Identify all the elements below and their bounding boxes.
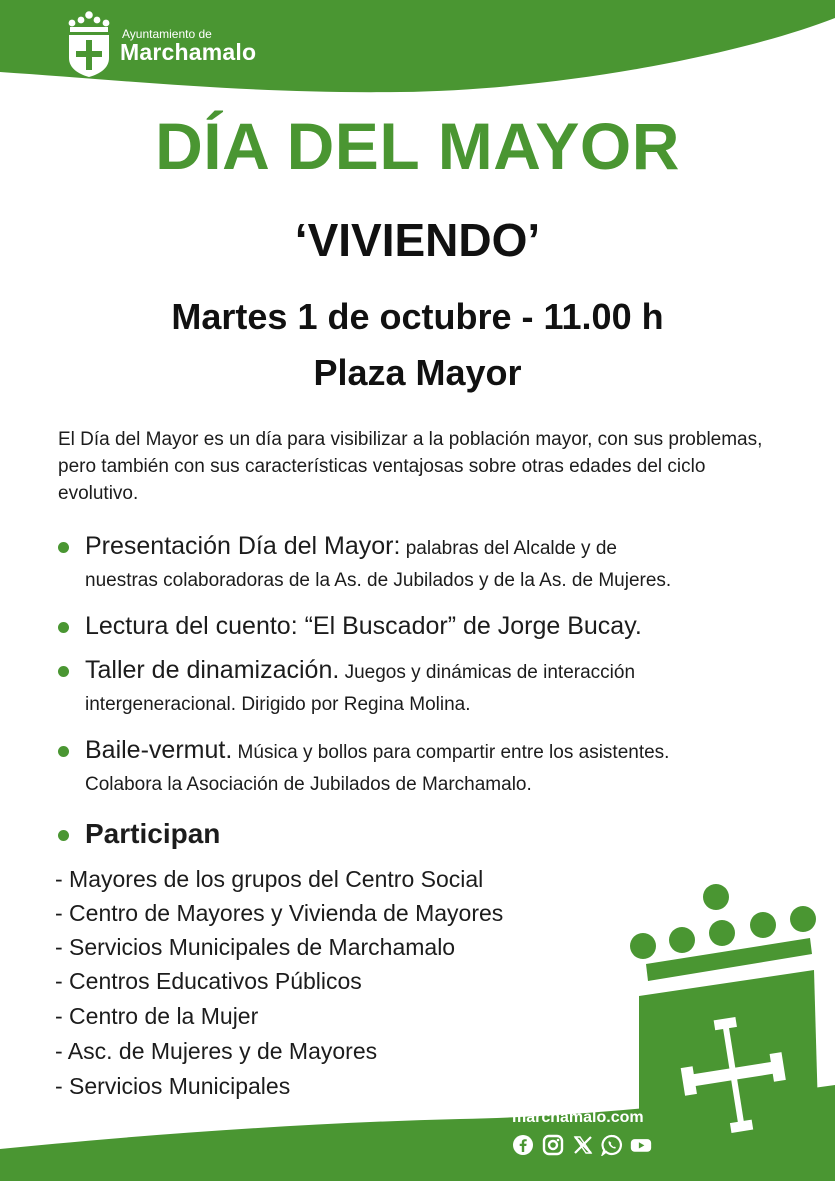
org-prefix-text: Ayuntamiento de	[122, 27, 212, 41]
event-title: DÍA DEL MAYOR	[155, 109, 680, 183]
intro-paragraph: El Día del Mayor es un día para visibilizar a la población mayor, con sus problemas, pero también con sus características ventajosas sobre otras edades del ciclo evolutivo.	[58, 429, 763, 504]
participants-label: Participan	[85, 818, 221, 849]
bullet-dot-icon	[58, 830, 69, 841]
program-item-head: Lectura del cuento: “El Buscador” de Jorge Bucay.	[85, 612, 642, 640]
youtube-icon[interactable]	[630, 1134, 652, 1156]
participant-item: - Asc. de Mujeres y de Mayores	[55, 1038, 378, 1064]
program-item-body-cont: nuestras colaboradoras de la As. de Jubilados y de la As. de Mujeres.	[85, 570, 672, 591]
event-date-time: Martes 1 de octubre - 11.00 h	[171, 296, 664, 337]
x-icon[interactable]	[572, 1134, 594, 1156]
bullet-dot-icon	[58, 666, 69, 677]
website-link[interactable]: marchamalo.com	[512, 1109, 644, 1126]
whatsapp-icon[interactable]	[601, 1134, 623, 1156]
bullet-dot-icon	[58, 542, 69, 553]
program-item-body: Juegos y dinámicas de interacción	[339, 662, 636, 683]
program-item-body-cont: Colabora la Asociación de Jubilados de Marchamalo.	[85, 774, 532, 795]
instagram-icon[interactable]	[542, 1134, 564, 1156]
participant-item: - Servicios Municipales de Marchamalo	[55, 934, 456, 960]
participant-item: - Servicios Municipales	[55, 1073, 291, 1099]
participant-item: - Mayores de los grupos del Centro Social	[55, 866, 484, 892]
program-item-head: Baile-vermut.	[85, 736, 233, 764]
participant-item: - Centro de Mayores y Vivienda de Mayores	[55, 900, 504, 926]
event-location: Plaza Mayor	[313, 352, 522, 393]
participant-item: - Centro de la Mujer	[55, 1003, 259, 1029]
program-item-head: Presentación Día del Mayor:	[85, 532, 401, 560]
program-item-body: palabras del Alcalde y de	[400, 538, 617, 559]
bullet-dot-icon	[58, 622, 69, 633]
event-subtitle: ‘VIVIENDO’	[294, 214, 541, 266]
bullet-dot-icon	[58, 746, 69, 757]
large-crest-graphic	[624, 880, 820, 1181]
org-name-text: Marchamalo	[120, 39, 257, 65]
program-item-body-cont: intergeneracional. Dirigido por Regina Molina.	[85, 694, 471, 715]
facebook-icon[interactable]	[512, 1134, 534, 1156]
program-item-body: Música y bollos para compartir entre los asistentes.	[232, 742, 670, 763]
municipal-crest-logo	[66, 8, 112, 78]
participant-item: - Centros Educativos Públicos	[55, 968, 362, 994]
program-item-head: Taller de dinamización.	[85, 656, 340, 684]
